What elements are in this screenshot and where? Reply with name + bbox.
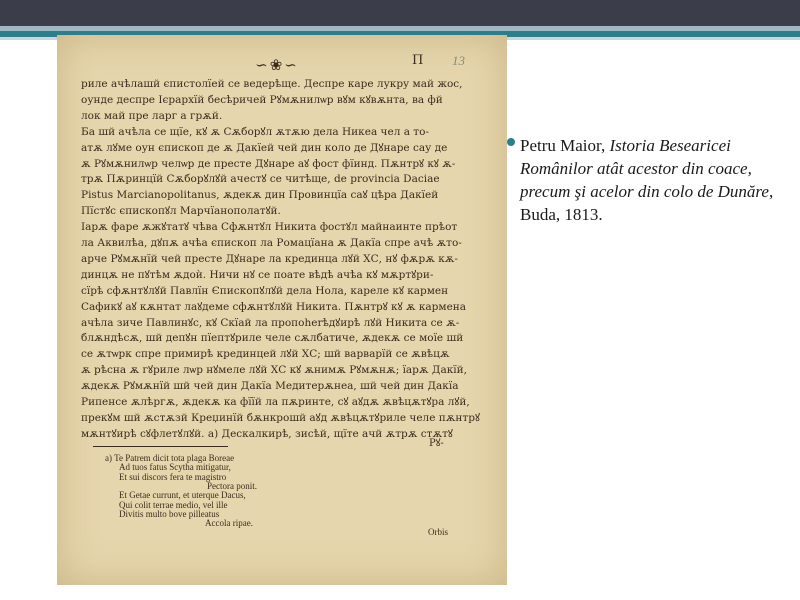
page-text-line: Ба шй ачѣла се щїе, кꙋ ѫ Сѫборꙋл ѫтѫю дела Никеа чел а то- [81,125,429,138]
footnote-line: Pectora ponit. [207,480,257,491]
page-text-line: прекꙋм шй ѫстѫзй Креџинїй бѫнкрошй аꙋд ѫвѣцѫтꙋриле челе пѫнтрꙋ [81,411,480,424]
page-text-line: ѫ Рꙋмѫнилѡр челѡр де престе Дꙋнаре аꙋ фост фїинд. Пѫнтрꙋ кꙋ ѫ- [81,157,456,170]
caption-publication: , Buda, 1813. [520,182,774,224]
page-text-line: динцѫ не пꙋтѣм ѫдоѝ. Ничи нꙋ се поате вѣдѣ ачѣа кꙋ мѫртꙋри- [81,268,434,281]
footnote-rule [93,446,228,447]
caption-title: Istoria Besearicei Românilor atât acestor din coace, precum şi acelor din colo de Dunăre [520,136,769,201]
footnote-line: Divitis multo bove pilleatus [119,508,220,519]
pencil-note: 13 [452,53,465,68]
page-text-line: арче Рꙋмѫнїй чей престе Дꙋнаре ла крединца лꙋй ХС, нꙋ фѫрѫ кѫ- [81,252,458,265]
page-number: Π [412,53,424,68]
page-text-line: се ѫтѡрк спре примирѣ крединцей лꙋй ХС; шй варварїй се ѫвѣцѫ [81,348,450,361]
page-text-line: риле ачѣлашй єпистолїей се ведерѣще. Деспре каре лукру май жос, [81,78,463,90]
page-text-line: мѫнтꙋирѣ сꙋфлетꙋлꙋй. а) Дескалкирѣ, зисѣй, щїте ачй ѫтрѫ стѫтꙋ [81,427,453,440]
bullet-icon [507,138,515,146]
page-text-line: ла Аквилѣа, дꙋпѫ ачѣа єпископ ла Ромацїана ѫ Дакїа спре ачѣ ѫто- [81,237,462,249]
footnote-catchword: Orbis [428,527,448,537]
page-text-line: трѫ Пѫринцїй Сѫборꙋлꙋй ачестꙋ се читѣще, de provincia Daciae [81,173,440,186]
page-text-line: лок май пре ларг а грѫй. [81,109,223,122]
page-text-line: Pistus Marcianopolitanus, ѫдекѫ дин Провинцїа саꙋ цѣра Дакїей [81,189,439,202]
page-text-line: блѫндѣсѫ, шй депꙋн пїептꙋриле челе сѫлбатиче, ѫдекѫ се моїе шй [81,332,464,345]
page-text-line: Іарѫ фаре ѫжꙋтатꙋ чѣва Сфѫнтꙋл Никита фостꙋл майнаинте прѣот [81,221,458,234]
caption-text [520,134,780,226]
footnote-line: a) Te Patrem dicit tota plaga Boreae [105,453,235,463]
page-text-line: Пїстꙋс єпископꙋл Марчїанополатꙋй. [81,205,281,218]
top-bar [0,0,800,26]
page-text-line: оунде деспре Ієрархїй бесѣричей Рꙋмѫнилѡр вꙋм кꙋвѫнта, ва фй [81,93,443,106]
book-page-image [57,35,507,585]
caption-author: Petru Maior, [520,136,610,155]
page-text-line: ѫ рѣсна ѫ гꙋриле лѡр нꙋмеле лꙋй ХС кꙋ ѫнимѫ Рꙋмѫнѫ; їарѫ Дакїй, [81,364,467,377]
page-text-line: сїрѣ сфѫнтꙋлꙋй Павлїн Єпископꙋлꙋй дела Нола, кареле кꙋ кармен [81,284,449,297]
footnote-line: Et Getae currunt, et uterque Dacus, [119,490,246,501]
footnote-line: Qui colit terrae medio, vel ille [119,499,228,510]
footnote-line: Ad tuos fatus Scytha mitigatur, [119,462,231,473]
page-text-line: ачѣла зиче Павлинꙋс, кꙋ Скїай ла пропоherѣдꙋирѣ лꙋй Никита се ѫ- [81,316,460,329]
footnote-line: Accola ripae. [205,518,253,529]
page-text-line: ѫдекѫ Рꙋмѫнїй шй чей дин Дакїа Медитерѫнеа, шй чей дин Дакїа [81,380,459,393]
page-text-line: Сафикꙋ аꙋ кѫнтат лаꙋдеме сфѫнтꙋлꙋй Никита. Пѫнтрꙋ кꙋ ѫ кармена [81,300,467,313]
page-text-line: Рипенсе ѫлѣргѫ, ѫдекѫ ка фїїй ла пѫринте, сꙋ аꙋдѫ ѫвѣцѫтꙋра лꙋй, [81,396,470,408]
footnote-line: Et sui discors fera te magistro [119,471,227,482]
page-text-line: атѫ лꙋме оун єпископ де ѫ Дакїей чей дин коло де Дꙋнаре сау де [81,141,448,154]
catchword: Рꙋ- [429,438,444,449]
ornament: ∽❀∽ [255,56,299,74]
